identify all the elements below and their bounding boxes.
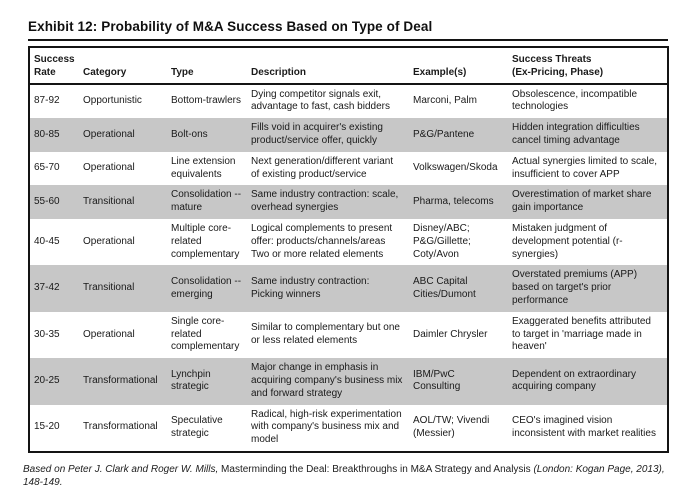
threats-cell: CEO's imagined vision inconsistent with market realities — [512, 414, 656, 439]
success-rate-cell: 80-85 — [34, 128, 60, 140]
column-header-type — [167, 47, 247, 84]
header-line: Type — [171, 66, 194, 78]
examples-cell: AOL/TW; Vivendi (Messier) — [413, 414, 490, 439]
type-cell: Consolidation -- mature — [171, 189, 242, 214]
category-cell: Operational — [83, 328, 135, 340]
category-cell: Operational — [83, 162, 135, 174]
examples-cell: P&G/Pantene — [413, 128, 475, 140]
category-cell: Operational — [83, 235, 135, 247]
description-cell: Major change in emphasis in acquiring company's business mix and forward strategy — [251, 362, 403, 399]
success-rate-cell: 87-92 — [34, 94, 60, 106]
table-body — [29, 84, 668, 452]
table-row — [29, 118, 668, 152]
description-cell: Fills void in acquirer's existing product/service offer, quickly — [251, 122, 383, 146]
type-cell: Speculative strategic — [171, 414, 223, 439]
success-rate-cell: 20-25 — [34, 374, 60, 386]
title-divider — [28, 39, 668, 41]
type-cell: Bolt-ons — [171, 128, 208, 140]
examples-cell: Marconi, Palm — [413, 94, 477, 106]
table-header — [29, 47, 668, 84]
category-cell: Transitional — [83, 282, 135, 294]
type-cell: Line extension equivalents — [171, 155, 236, 180]
success-rate-cell: 30-35 — [34, 328, 60, 340]
table-row — [29, 185, 668, 219]
examples-cell: Volkswagen/Skoda — [413, 162, 498, 174]
success-rate-cell: 55-60 — [34, 195, 60, 207]
examples-cell: Daimler Chrysler — [413, 328, 488, 340]
table-row — [29, 265, 668, 311]
source-authors: Based on Peter J. Clark and Roger W. Mills, — [23, 463, 222, 475]
table-row — [29, 405, 668, 452]
success-rate-cell: 37-42 — [34, 282, 60, 294]
category-cell: Transitional — [83, 195, 135, 207]
column-header-examples — [409, 47, 508, 84]
category-cell: Transformational — [83, 421, 158, 433]
type-cell: Bottom-trawlers — [171, 94, 242, 106]
source-book-title: Masterminding the Deal: Breakthroughs in M&A Strategy and Analysis — [221, 463, 534, 475]
table-row — [29, 312, 668, 358]
threats-cell: Overestimation of market share gain importance — [512, 189, 652, 214]
exhibit-title: Exhibit 12: Probability of M&A Success Based on Type of Deal — [28, 19, 433, 34]
examples-cell: ABC Capital Cities/Dumont — [413, 275, 476, 300]
column-header-category — [79, 47, 167, 84]
type-cell: Single core-related complementary — [171, 315, 240, 353]
header-line: Category — [83, 66, 127, 78]
table-row — [29, 152, 668, 186]
header-row — [29, 47, 668, 84]
category-cell: Opportunistic — [83, 94, 142, 106]
description-cell: Radical, high-risk experimentation with company's business mix and model — [251, 408, 402, 446]
table-row — [29, 84, 668, 119]
success-rate-cell: 40-45 — [34, 235, 60, 247]
column-header-description — [247, 47, 409, 84]
examples-cell: Pharma, telecoms — [413, 195, 494, 207]
category-cell: Transformational — [83, 374, 158, 386]
header-line: Success Threats — [512, 54, 592, 65]
threats-cell: Obsolescence, incompatible technologies — [512, 88, 638, 113]
threats-cell: Exaggerated benefits attributed to target in 'marriage made in heaven' — [512, 315, 651, 353]
deal-success-table — [28, 46, 669, 453]
description-cell: Same industry contraction: scale, overhead synergies — [251, 189, 399, 214]
header-line: Description — [251, 66, 307, 78]
threats-cell: Overstated premiums (APP) based on target's prior performance — [512, 269, 638, 306]
column-header-success-rate — [29, 47, 79, 84]
description-cell: Next generation/different variant of existing product/service — [251, 155, 394, 180]
source-note — [23, 463, 675, 488]
header-line: (Ex-Pricing, Phase) — [512, 66, 604, 78]
threats-cell: Dependent on extraordinary acquiring company — [512, 368, 636, 393]
success-rate-cell: 65-70 — [34, 162, 60, 174]
type-cell: Lynchpin strategic — [171, 368, 211, 393]
success-rate-cell: 15-20 — [34, 421, 60, 433]
examples-cell: IBM/PwC Consulting — [413, 368, 461, 393]
category-cell: Operational — [83, 128, 135, 140]
description-cell: Dying competitor signals exit, advantage to fast, cash bidders — [251, 88, 390, 113]
description-cell: Same industry contraction: Picking winners — [251, 275, 370, 300]
header-line: Success — [34, 54, 75, 65]
table-row — [29, 358, 668, 404]
type-cell: Consolidation -- emerging — [171, 275, 242, 300]
header-line: Rate — [34, 66, 56, 78]
threats-cell: Mistaken judgment of development potential (r-synergies) — [512, 222, 623, 260]
threats-cell: Hidden integration difficulties cancel timing advantage — [512, 122, 640, 146]
threats-cell: Actual synergies limited to scale, insufficient to cover APP — [512, 155, 658, 180]
source-publication: (London: Kogan Page, 2013), 148-149. — [23, 463, 665, 488]
type-cell: Multiple core-related complementary — [171, 222, 240, 260]
column-header-success-threats — [508, 47, 668, 84]
description-cell: Logical complements to present offer: products/channels/areas Two or more related elements — [251, 222, 393, 260]
description-cell: Similar to complementary but one or less related elements — [251, 322, 400, 346]
table-row — [29, 219, 668, 265]
header-line: Example(s) — [413, 66, 467, 78]
examples-cell: Disney/ABC; P&G/Gillette; Coty/Avon — [413, 222, 471, 260]
